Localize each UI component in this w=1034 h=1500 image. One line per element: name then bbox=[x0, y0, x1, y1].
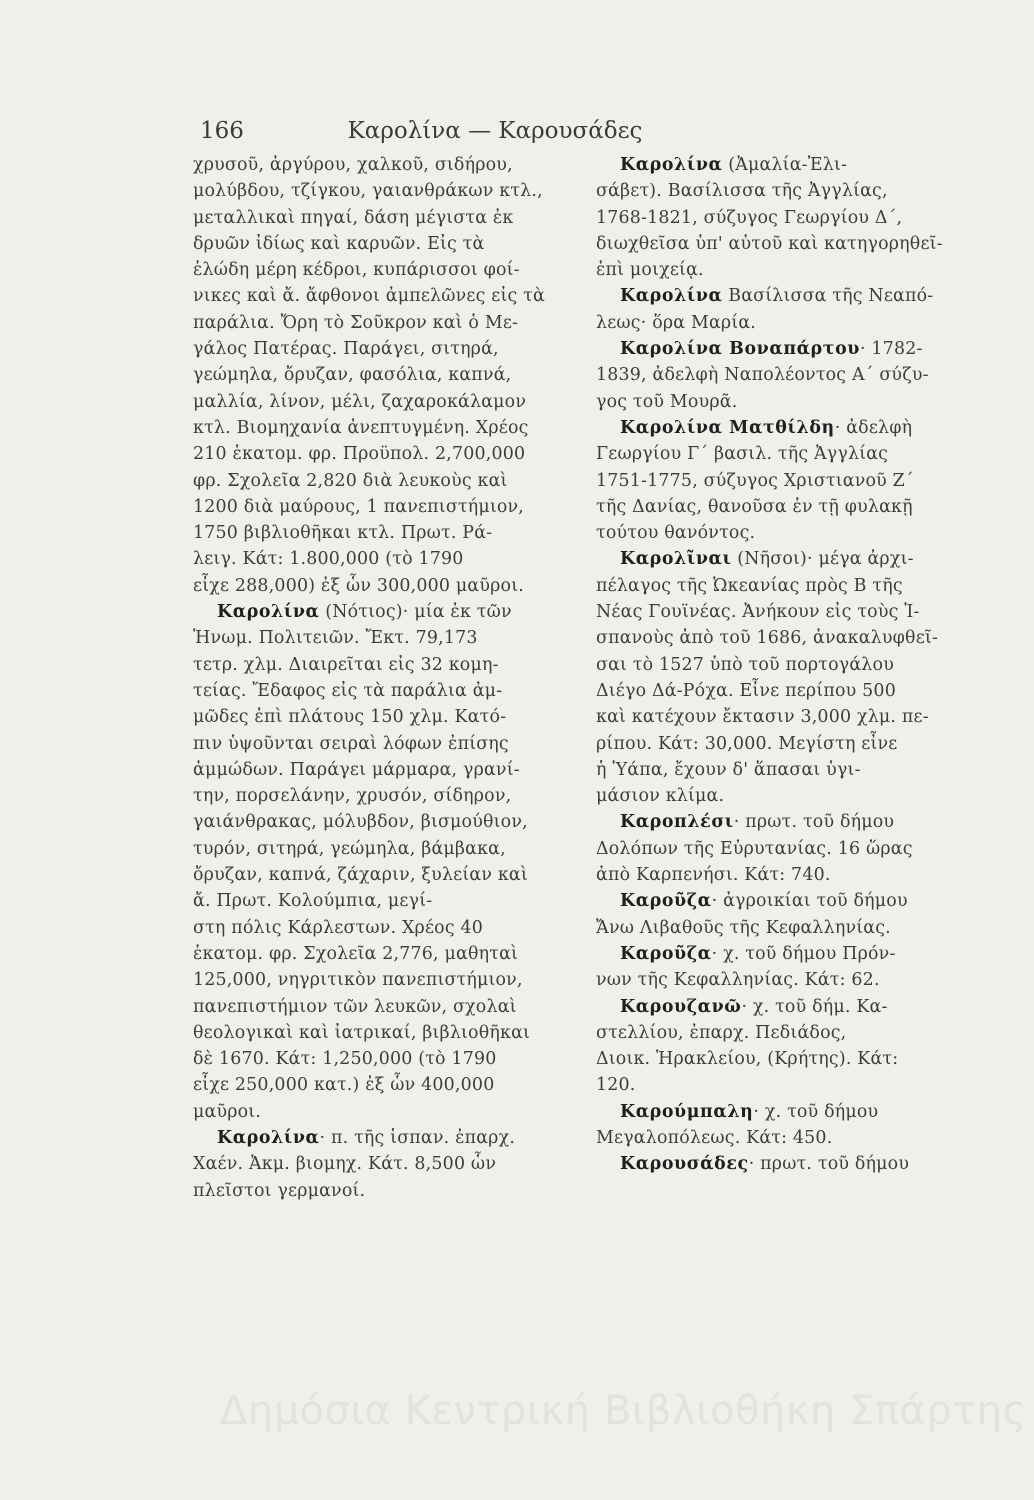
text-line: πανεπιστήμιον τῶν λευκῶν, σχολαὶ bbox=[193, 996, 517, 1017]
entry-karolina-bonaparte bbox=[596, 336, 998, 415]
text-line: νων τῆς Κεφαλληνίας. Κάτ: 62. bbox=[596, 970, 880, 991]
text-line: τυρόν, σιτηρά, γεώμηλα, βάμβακα, bbox=[193, 838, 506, 859]
text-line: Ἄνω Λιβαθοῦς τῆς Κεφαλληνίας. bbox=[596, 917, 891, 938]
text-line: δρυῶν ἰδίως καὶ καρυῶν. Εἰς τὰ bbox=[193, 233, 485, 254]
text-line: τετρ. χλμ. Διαιρεῖται εἰς 32 κομη- bbox=[193, 654, 499, 675]
text-line: μάσιον κλίμα. bbox=[596, 786, 725, 807]
entry-text: (Νότιος)· μία ἐκ τῶν bbox=[319, 602, 512, 623]
entry-karoumpali bbox=[596, 1099, 998, 1152]
text-line bbox=[596, 415, 998, 441]
text-line: μολύβδου, τζίγκου, γαιανθράκων κτλ., bbox=[193, 181, 543, 202]
entry-karolina-town bbox=[193, 1125, 593, 1204]
text-line bbox=[596, 809, 998, 835]
entry-text: · χ. τοῦ δήμ. Κα- bbox=[741, 996, 888, 1017]
text-line: εἶχε 288,000) ἐξ ὧν 300,000 μαῦροι. bbox=[193, 575, 524, 596]
entry-headword: Καροῦζα bbox=[620, 943, 712, 964]
entry-headword: Καρουσάδες bbox=[620, 1154, 749, 1175]
text-line: Μεγαλοπόλεως. Κάτ: 450. bbox=[596, 1127, 833, 1148]
entry-headword: Καρολῖναι bbox=[620, 549, 732, 570]
text-line bbox=[596, 994, 998, 1020]
entry-text: · πρωτ. τοῦ δήμου bbox=[733, 812, 895, 833]
entry-text: (Νῆσοι)· μέγα ἀρχι- bbox=[731, 549, 914, 570]
entry-continuation bbox=[193, 152, 593, 599]
text-line: τῆς Δανίας, θανοῦσα ἐν τῇ φυλακῇ bbox=[596, 496, 913, 517]
page-number: 166 bbox=[200, 118, 244, 144]
text-line: καὶ κατέχουν ἔκτασιν 3,000 χλμ. πε- bbox=[596, 707, 929, 728]
text-line: πιν ὑψοῦνται σειραὶ λόφων ἐπίσης bbox=[193, 733, 509, 754]
text-line: ἑλώδη μέρη κέδροι, κυπάρισσοι φοί- bbox=[193, 260, 520, 281]
text-line bbox=[193, 1125, 593, 1151]
text-line: γάλος Πατέρας. Παράγει, σιτηρά, bbox=[193, 339, 499, 360]
entry-karolina-notios bbox=[193, 599, 593, 1125]
entry-text: · π. τῆς ἱσπαν. ἐπαρχ. bbox=[319, 1127, 516, 1148]
entry-headword: Καρολίνα Βοναπάρτου bbox=[620, 339, 860, 360]
text-line: μαῦροι. bbox=[193, 1101, 262, 1122]
text-line: τείας. Ἔδαφος εἰς τὰ παράλια ἀμ- bbox=[193, 680, 503, 701]
text-line: κτλ. Βιομηχανία ἀνεπτυγμένη. Χρέος bbox=[193, 417, 529, 438]
text-line: 1750 βιβλιοθῆκαι κτλ. Πρωτ. Ρά- bbox=[193, 523, 493, 544]
text-line: ἄ. Πρωτ. Κολούμπια, μεγί- bbox=[193, 891, 433, 912]
text-line: γεώμηλα, ὄρυζαν, φασόλια, καπνά, bbox=[193, 365, 512, 386]
text-line: διωχθεῖσα ὑπ' αὐτοῦ καὶ κατηγορηθεῖ- bbox=[596, 233, 943, 254]
entry-headword: Καροῦζα bbox=[620, 891, 712, 912]
entry-karolina-matthilde bbox=[596, 415, 998, 546]
text-line: ρίπου. Κάτ: 30,000. Μεγίστη εἶνε bbox=[596, 733, 898, 754]
text-line: λειγ. Κάτ: 1.800,000 (τὸ 1790 bbox=[193, 549, 464, 570]
text-line: ἑκατομ. φρ. Σχολεῖα 2,776, μαθηταὶ bbox=[193, 943, 519, 964]
text-line bbox=[596, 888, 998, 914]
text-line: δὲ 1670. Κάτ: 1,250,000 (τὸ 1790 bbox=[193, 1049, 497, 1070]
entry-headword: Καρολίνα bbox=[620, 155, 723, 175]
text-line: Διέγο Δά-Ρόχα. Εἶνε περίπου 500 bbox=[596, 680, 896, 701]
text-line: εἶχε 250,000 κατ.) ἐξ ὧν 400,000 bbox=[193, 1075, 495, 1096]
entry-karouza-livathou bbox=[596, 888, 998, 941]
entry-headword: Καρολίνα Ματθίλδη bbox=[620, 417, 835, 438]
entry-headword: Καρολίνα bbox=[217, 1127, 320, 1148]
library-watermark: Δημόσια Κεντρική Βιβλιοθήκη Σπάρτης bbox=[220, 1388, 1027, 1434]
text-line: φρ. Σχολεῖα 2,820 διὰ λευκοὺς καὶ bbox=[193, 470, 508, 491]
text-line: Ἡνωμ. Πολιτειῶν. Ἔκτ. 79,173 bbox=[193, 628, 478, 649]
entry-headword: Καρολίνα bbox=[620, 286, 723, 307]
entry-text: · χ. τοῦ δήμου Πρόν- bbox=[711, 943, 896, 964]
text-line: σπανοὺς ἀπὸ τοῦ 1686, ἀνακαλυφθεῖ- bbox=[596, 628, 939, 649]
entry-headword: Καροπλέσι bbox=[620, 812, 734, 833]
text-line: Διοικ. Ἡρακλείου, (Κρήτης). Κάτ: bbox=[596, 1049, 899, 1070]
text-line: μαλλία, λίνον, μέλι, ζαχαροκάλαμον bbox=[193, 391, 527, 412]
entry-headword: Καρουζανῶ bbox=[620, 996, 742, 1017]
entry-karouzano bbox=[596, 994, 998, 1099]
text-line: παράλια. Ὄρη τὸ Σοῦκρον καὶ ὁ Με- bbox=[193, 312, 519, 333]
entry-karolinai-islands bbox=[596, 546, 998, 809]
running-head bbox=[200, 118, 790, 152]
text-line: νικες καὶ ἄ. ἄφθονοι ἀμπελῶνες εἰς τὰ bbox=[193, 286, 545, 307]
page-title: Καρολίνα — Καρουσάδες bbox=[347, 118, 643, 144]
text-line: 210 ἑκατομ. φρ. Προϋπολ. 2,700,000 bbox=[193, 444, 526, 465]
text-line: ἀπὸ Καρπενήσι. Κάτ: 740. bbox=[596, 865, 831, 886]
entry-text: · χ. τοῦ δήμου bbox=[753, 1101, 879, 1122]
text-line: 1751-1775, σύζυγος Χριστιανοῦ Ζ΄ bbox=[596, 470, 914, 491]
text-line: πλεῖστοι γερμανοί. bbox=[193, 1180, 366, 1201]
text-line bbox=[596, 283, 998, 309]
text-line: στελλίου, ἐπαρχ. Πεδιάδος, bbox=[596, 1022, 847, 1043]
entry-text: · ἀγροικίαι τοῦ δήμου bbox=[711, 891, 908, 912]
text-line: την, πορσελάνην, χρυσόν, σίδηρον, bbox=[193, 786, 512, 807]
text-line: Δολόπων τῆς Εὐρυτανίας. 16 ὥρας bbox=[596, 838, 913, 859]
entry-headword: Καρολίνα bbox=[217, 602, 320, 623]
text-line: 1839, ἀδελφὴ Ναπολέοντος Α΄ σύζυ- bbox=[596, 365, 929, 386]
text-line: πέλαγος τῆς Ὠκεανίας πρὸς Β τῆς bbox=[596, 575, 903, 596]
text-line: τούτου θανόντος. bbox=[596, 523, 756, 544]
text-line bbox=[193, 599, 593, 625]
text-line: μῶδες ἐπὶ πλάτους 150 χλμ. Κατό- bbox=[193, 707, 507, 728]
text-line: 1200 διὰ μαύρους, 1 πανεπιστήμιον, bbox=[193, 496, 525, 517]
text-line: μεταλλικαὶ πηγαί, δάση μέγιστα ἐκ bbox=[193, 207, 514, 228]
entry-karouza-pronnon bbox=[596, 941, 998, 994]
entry-text: · πρωτ. τοῦ δήμου bbox=[748, 1154, 910, 1175]
entry-text: (Ἀμαλία-Ἐλι- bbox=[722, 155, 848, 175]
text-line: σαι τὸ 1527 ὑπὸ τοῦ πορτογάλου bbox=[596, 654, 894, 675]
entry-text: Βασίλισσα τῆς Νεαπό- bbox=[722, 286, 934, 307]
text-line: ὄρυζαν, καπνά, ζάχαριν, ξυλείαν καὶ bbox=[193, 865, 528, 886]
text-line bbox=[596, 152, 998, 178]
entry-headword: Καρούμπαλη bbox=[620, 1101, 754, 1122]
text-line: σάβετ). Βασίλισσα τῆς Ἀγγλίας, bbox=[596, 181, 888, 202]
text-line: Χαέν. Ἀκμ. βιομηχ. Κάτ. 8,500 ὧν bbox=[193, 1154, 497, 1175]
text-line bbox=[596, 941, 998, 967]
text-line: ἀμμώδων. Παράγει μάρμαρα, γρανί- bbox=[193, 759, 520, 780]
text-line: ἐπὶ μοιχείᾳ. bbox=[596, 260, 704, 281]
text-line: γαιάνθρακας, μόλυβδον, βισμούθιον, bbox=[193, 812, 528, 833]
entry-karolina-amalia bbox=[596, 152, 998, 283]
text-line: 120. bbox=[596, 1075, 636, 1096]
entry-karoplesi bbox=[596, 809, 998, 888]
text-line: Γεωργίου Γ΄ βασιλ. τῆς Ἀγγλίας bbox=[596, 444, 889, 465]
text-line: θεολογικαὶ καὶ ἰατρικαί, βιβλιοθῆκαι bbox=[193, 1022, 531, 1043]
text-line: στη πόλις Κάρλεστων. Χρέος 40 bbox=[193, 917, 484, 938]
text-line: γος τοῦ Μουρᾶ. bbox=[596, 391, 738, 412]
text-line bbox=[596, 1099, 998, 1125]
entry-karousades bbox=[596, 1151, 998, 1177]
text-line bbox=[596, 546, 998, 572]
left-column bbox=[193, 152, 593, 1204]
text-line: ἡ Ὑάπα, ἔχουν δ' ἅπασαι ὑγι- bbox=[596, 759, 861, 780]
right-column bbox=[596, 152, 998, 1178]
entry-text: · ἀδελφὴ bbox=[834, 417, 913, 438]
text-line: Νέας Γουϊνέας. Ἀνήκουν εἰς τοὺς Ἰ- bbox=[596, 602, 920, 623]
entry-text: · 1782- bbox=[859, 339, 923, 360]
text-line: 1768-1821, σύζυγος Γεωργίου Δ΄, bbox=[596, 207, 903, 228]
text-line: χρυσοῦ, ἀργύρου, χαλκοῦ, σιδήρου, bbox=[193, 155, 513, 175]
text-line: 125,000, νηγριτικὸν πανεπιστήμιον, bbox=[193, 970, 523, 991]
entry-karolina-neapolis bbox=[596, 283, 998, 336]
text-line: λεως· ὅρα Μαρία. bbox=[596, 312, 757, 333]
text-line bbox=[596, 336, 998, 362]
text-line bbox=[596, 1151, 998, 1177]
